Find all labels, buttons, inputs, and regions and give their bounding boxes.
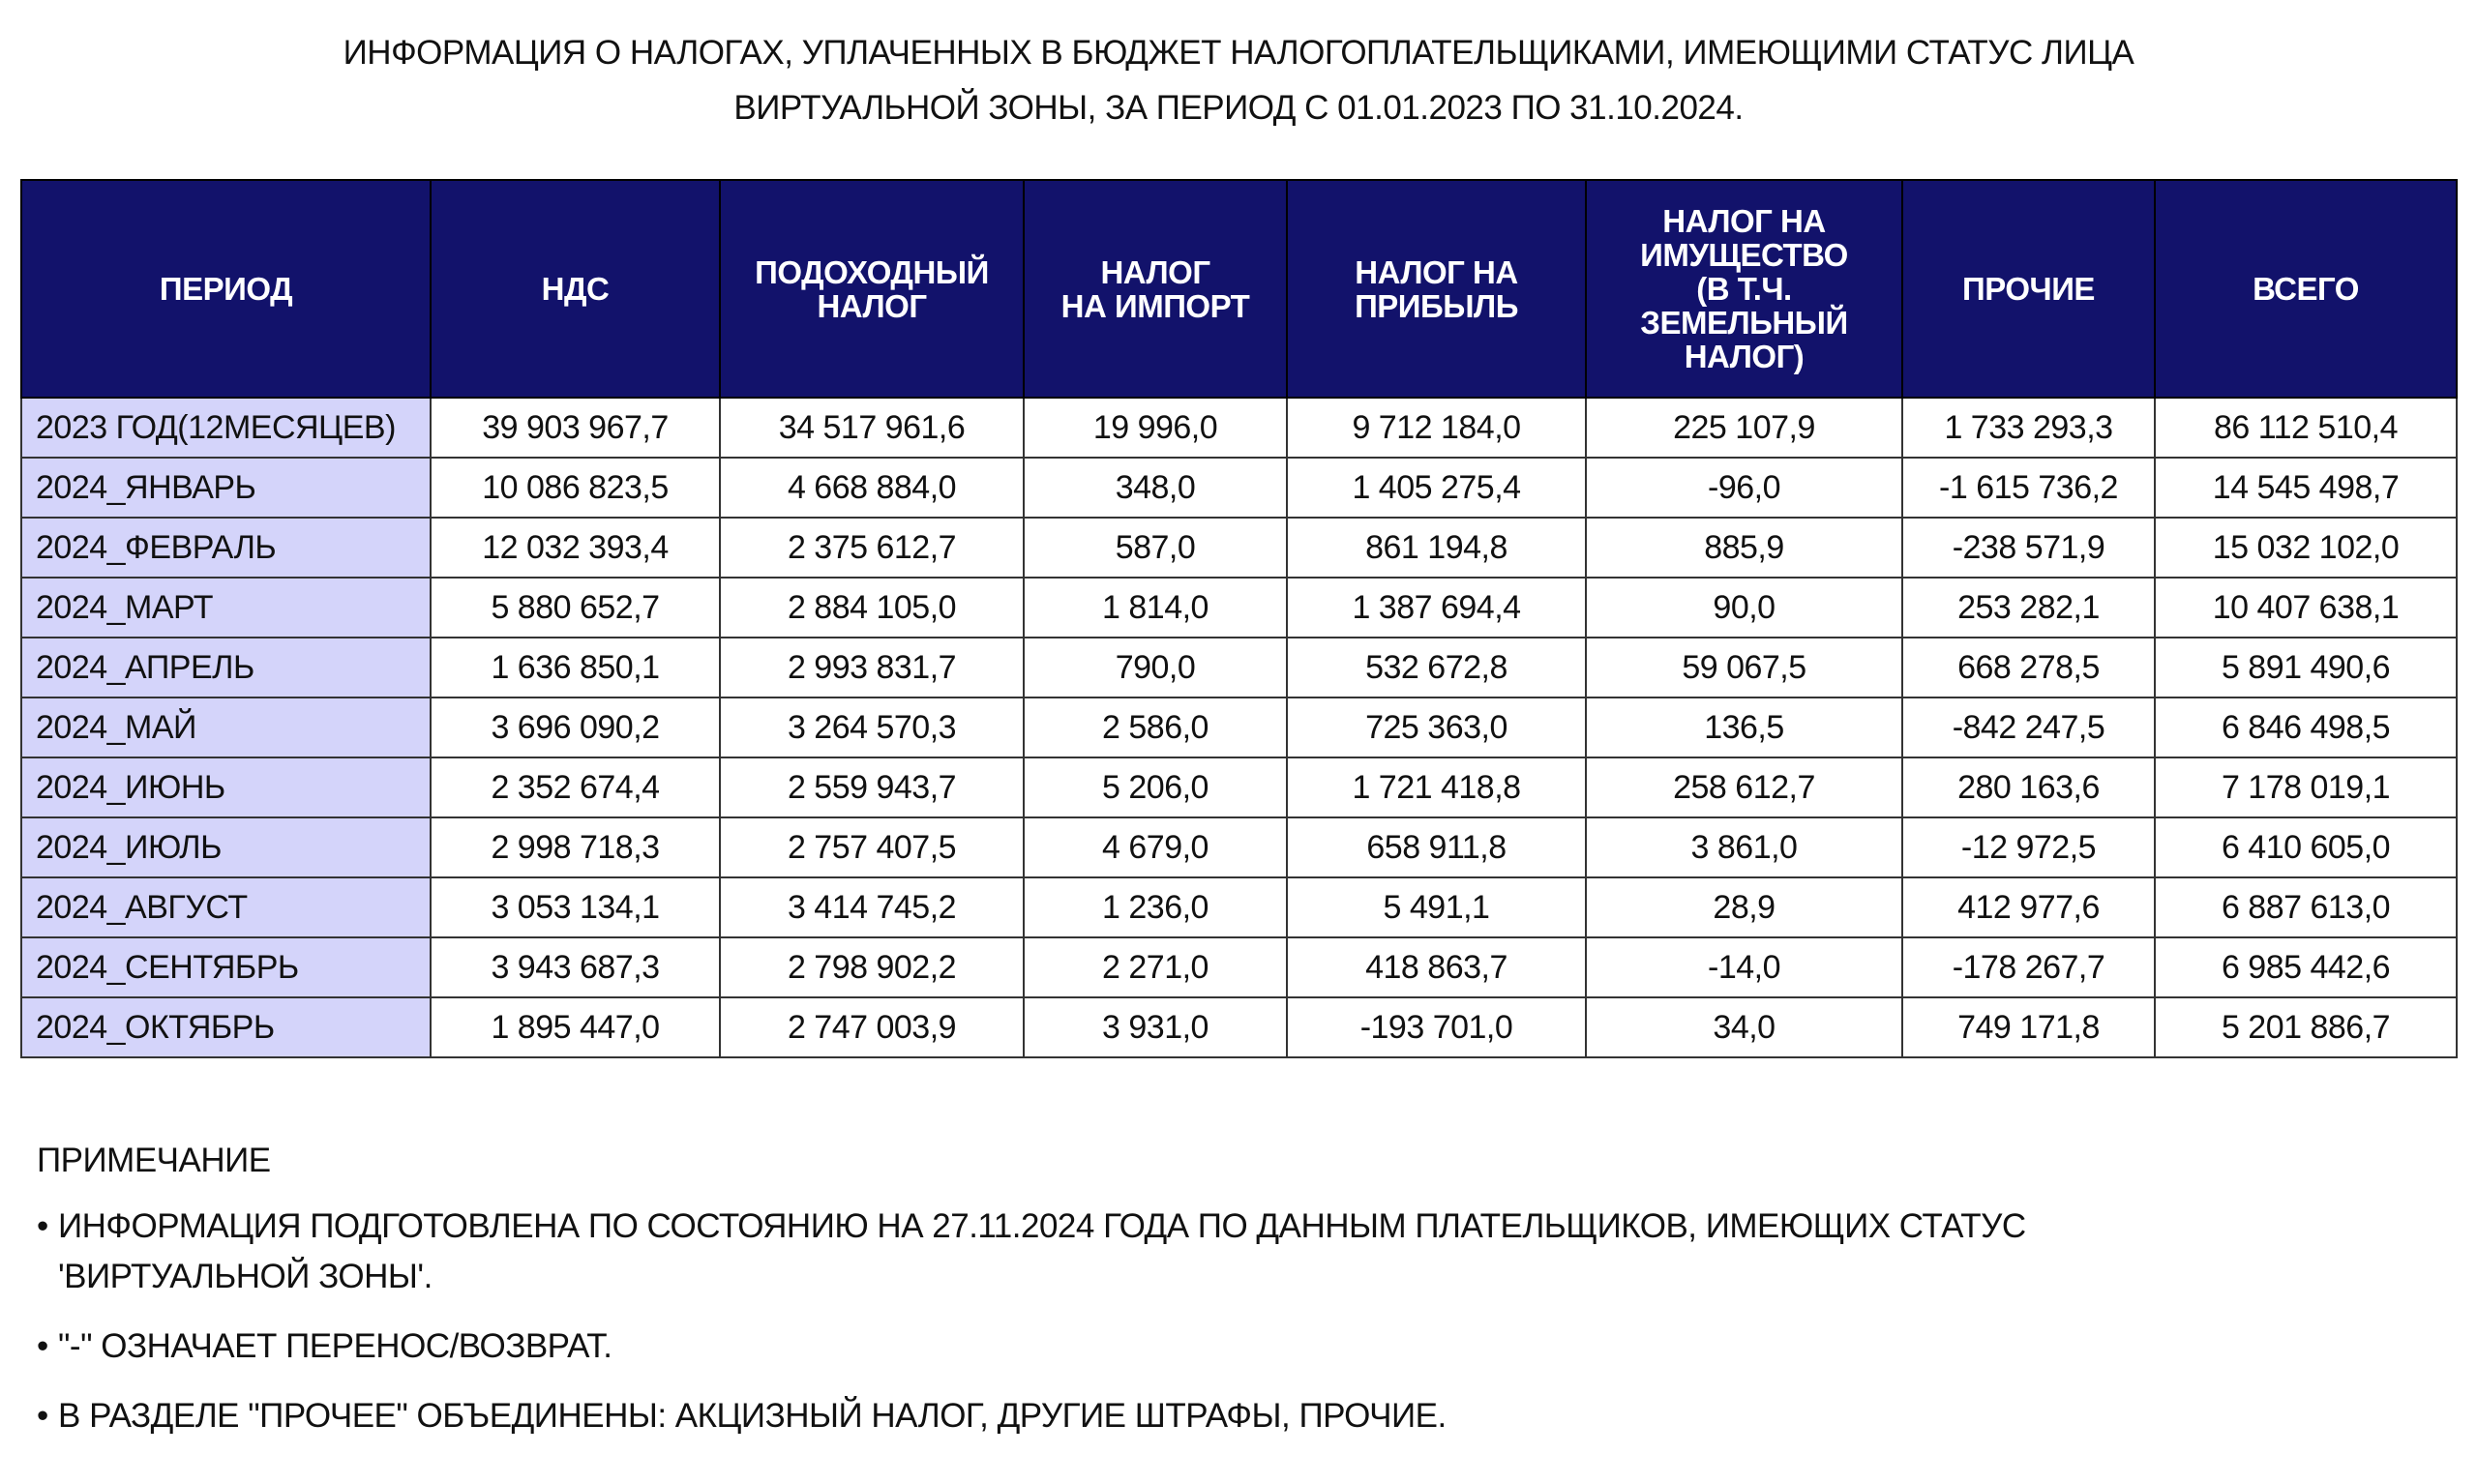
period-cell: 2024_ИЮЛЬ [21, 817, 431, 877]
value-cell: 5 880 652,7 [431, 578, 720, 638]
notes-heading: ПРИМЕЧАНИЕ [37, 1142, 271, 1179]
table-row [21, 877, 2457, 937]
value-cell: 6 985 442,6 [2155, 937, 2457, 997]
period-cell: 2024_ИЮНЬ [21, 757, 431, 817]
notes-section [37, 1142, 2026, 1461]
table-row [21, 398, 2457, 458]
table-row [21, 638, 2457, 697]
note-text: ИНФОРМАЦИЯ ПОДГОТОВЛЕНА ПО СОСТОЯНИЮ НА 27.11.2024 ГОДА ПО ДАННЫМ ПЛАТЕЛЬЩИКОВ, ИМЕЮЩИХ СТАТУС [58, 1207, 2026, 1245]
value-cell: 4 679,0 [1024, 817, 1287, 877]
value-cell: 1 814,0 [1024, 578, 1287, 638]
tax-table [20, 179, 2458, 1058]
value-cell: 2 998 718,3 [431, 817, 720, 877]
value-cell: 1 733 293,3 [1902, 398, 2155, 458]
value-cell: 10 086 823,5 [431, 458, 720, 518]
table-row [21, 937, 2457, 997]
value-cell: 5 206,0 [1024, 757, 1287, 817]
value-cell: 7 178 019,1 [2155, 757, 2457, 817]
value-cell: -1 615 736,2 [1902, 458, 2155, 518]
table-row [21, 997, 2457, 1057]
value-cell: 2 271,0 [1024, 937, 1287, 997]
value-cell: 4 668 884,0 [720, 458, 1024, 518]
column-header: ВСЕГО [2155, 180, 2457, 398]
value-cell: 6 846 498,5 [2155, 697, 2457, 757]
value-cell: 6 410 605,0 [2155, 817, 2457, 877]
title-line-2: ВИРТУАЛЬНОЙ ЗОНЫ, ЗА ПЕРИОД С 01.01.2023 ПО 31.10.2024. [733, 89, 1744, 127]
period-cell: 2024_ЯНВАРЬ [21, 458, 431, 518]
value-cell: 1 236,0 [1024, 877, 1287, 937]
value-cell: 253 282,1 [1902, 578, 2155, 638]
period-cell: 2024_АВГУСТ [21, 877, 431, 937]
value-cell: 2 757 407,5 [720, 817, 1024, 877]
value-cell: 3 264 570,3 [720, 697, 1024, 757]
value-cell: 39 903 967,7 [431, 398, 720, 458]
value-cell: 348,0 [1024, 458, 1287, 518]
note-item: • "-" ОЗНАЧАЕТ ПЕРЕНОС/ВОЗВРАТ. [37, 1321, 2026, 1372]
column-header: НДС [431, 180, 720, 398]
document-title [0, 25, 2477, 135]
table-row [21, 817, 2457, 877]
value-cell: -96,0 [1586, 458, 1902, 518]
period-cell: 2024_АПРЕЛЬ [21, 638, 431, 697]
value-cell: 3 931,0 [1024, 997, 1287, 1057]
column-header: ПОДОХОДНЫЙ НАЛОГ [720, 180, 1024, 398]
value-cell: 5 891 490,6 [2155, 638, 2457, 697]
value-cell: 1 387 694,4 [1287, 578, 1586, 638]
value-cell: -14,0 [1586, 937, 1902, 997]
value-cell: 280 163,6 [1902, 757, 2155, 817]
value-cell: 2 375 612,7 [720, 518, 1024, 578]
value-cell: 225 107,9 [1586, 398, 1902, 458]
value-cell: -238 571,9 [1902, 518, 2155, 578]
period-cell: 2024_СЕНТЯБРЬ [21, 937, 431, 997]
value-cell: 12 032 393,4 [431, 518, 720, 578]
value-cell: 1 895 447,0 [431, 997, 720, 1057]
value-cell: 6 887 613,0 [2155, 877, 2457, 937]
value-cell: 3 414 745,2 [720, 877, 1024, 937]
value-cell: 15 032 102,0 [2155, 518, 2457, 578]
value-cell: 885,9 [1586, 518, 1902, 578]
value-cell: 5 491,1 [1287, 877, 1586, 937]
value-cell: 3 053 134,1 [431, 877, 720, 937]
value-cell: 532 672,8 [1287, 638, 1586, 697]
period-cell: 2023 ГОД(12МЕСЯЦЕВ) [21, 398, 431, 458]
value-cell: 5 201 886,7 [2155, 997, 2457, 1057]
period-cell: 2024_МАЙ [21, 697, 431, 757]
value-cell: 1 636 850,1 [431, 638, 720, 697]
value-cell: 412 977,6 [1902, 877, 2155, 937]
table-row [21, 697, 2457, 757]
value-cell: 258 612,7 [1586, 757, 1902, 817]
value-cell: 59 067,5 [1586, 638, 1902, 697]
table-row [21, 757, 2457, 817]
period-cell: 2024_ФЕВРАЛЬ [21, 518, 431, 578]
value-cell: 587,0 [1024, 518, 1287, 578]
value-cell: 658 911,8 [1287, 817, 1586, 877]
note-item: • В РАЗДЕЛЕ "ПРОЧЕЕ" ОБЪЕДИНЕНЫ: АКЦИЗНЫЙ НАЛОГ, ДРУГИЕ ШТРАФЫ, ПРОЧИЕ. [37, 1391, 2026, 1441]
period-cell: 2024_МАРТ [21, 578, 431, 638]
value-cell: -193 701,0 [1287, 997, 1586, 1057]
value-cell: 668 278,5 [1902, 638, 2155, 697]
value-cell: 1 721 418,8 [1287, 757, 1586, 817]
value-cell: 418 863,7 [1287, 937, 1586, 997]
column-header: НАЛОГ НА ИМУЩЕСТВО (В Т.Ч. ЗЕМЕЛЬНЫЙ НАЛОГ) [1586, 180, 1902, 398]
value-cell: 86 112 510,4 [2155, 398, 2457, 458]
value-cell: -842 247,5 [1902, 697, 2155, 757]
value-cell: 14 545 498,7 [2155, 458, 2457, 518]
value-cell: 90,0 [1586, 578, 1902, 638]
value-cell: 34 517 961,6 [720, 398, 1024, 458]
period-cell: 2024_ОКТЯБРЬ [21, 997, 431, 1057]
value-cell: 2 993 831,7 [720, 638, 1024, 697]
value-cell: 136,5 [1586, 697, 1902, 757]
value-cell: 790,0 [1024, 638, 1287, 697]
value-cell: 2 747 003,9 [720, 997, 1024, 1057]
column-header: НАЛОГ НА ИМПОРТ [1024, 180, 1287, 398]
value-cell: 34,0 [1586, 997, 1902, 1057]
value-cell: 2 586,0 [1024, 697, 1287, 757]
value-cell: 19 996,0 [1024, 398, 1287, 458]
title-line-1: ИНФОРМАЦИЯ О НАЛОГАХ, УПЛАЧЕННЫХ В БЮДЖЕТ НАЛОГОПЛАТЕЛЬЩИКАМИ, ИМЕЮЩИМИ СТАТУС ЛИЦА [343, 34, 2134, 72]
value-cell: 2 559 943,7 [720, 757, 1024, 817]
value-cell: 3 696 090,2 [431, 697, 720, 757]
note-text-continued: 'ВИРТУАЛЬНОЙ ЗОНЫ'. [58, 1258, 433, 1295]
value-cell: 3 861,0 [1586, 817, 1902, 877]
table-header-row [21, 180, 2457, 398]
value-cell: 9 712 184,0 [1287, 398, 1586, 458]
value-cell: 10 407 638,1 [2155, 578, 2457, 638]
value-cell: 28,9 [1586, 877, 1902, 937]
value-cell: 725 363,0 [1287, 697, 1586, 757]
table-row [21, 458, 2457, 518]
column-header: ПЕРИОД [21, 180, 431, 398]
value-cell: 2 352 674,4 [431, 757, 720, 817]
table-row [21, 578, 2457, 638]
value-cell: -178 267,7 [1902, 937, 2155, 997]
value-cell: 861 194,8 [1287, 518, 1586, 578]
value-cell: 2 798 902,2 [720, 937, 1024, 997]
value-cell: -12 972,5 [1902, 817, 2155, 877]
column-header: НАЛОГ НА ПРИБЫЛЬ [1287, 180, 1586, 398]
value-cell: 749 171,8 [1902, 997, 2155, 1057]
value-cell: 2 884 105,0 [720, 578, 1024, 638]
value-cell: 3 943 687,3 [431, 937, 720, 997]
note-item [37, 1202, 2026, 1302]
column-header: ПРОЧИЕ [1902, 180, 2155, 398]
table-row [21, 518, 2457, 578]
value-cell: 1 405 275,4 [1287, 458, 1586, 518]
